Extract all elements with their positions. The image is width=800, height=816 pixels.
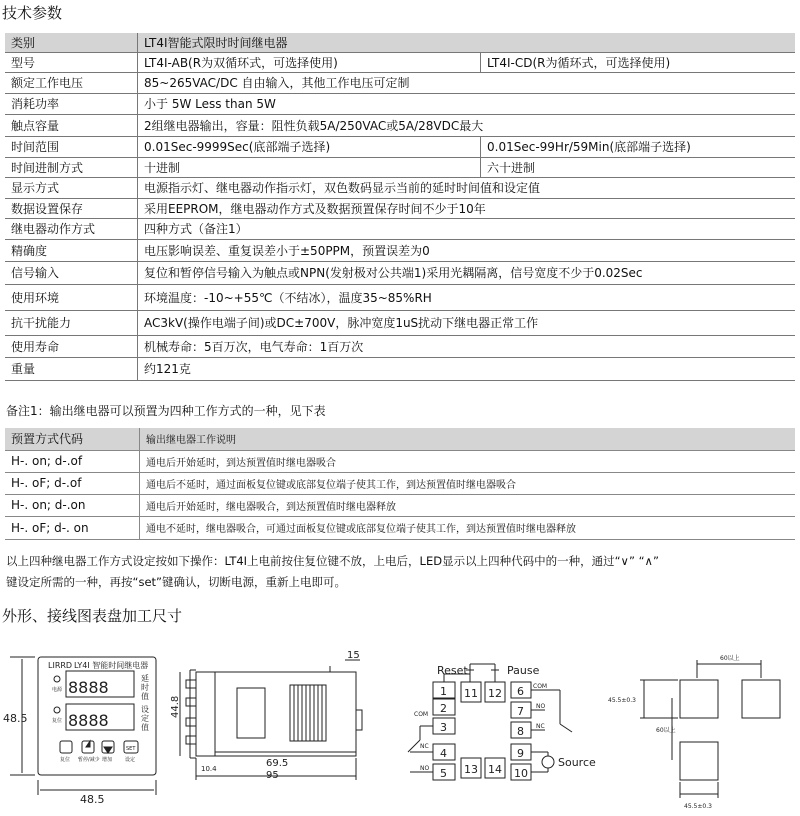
svg-text:8888: 8888 (68, 711, 109, 730)
front-dim-width: 48.5 (80, 793, 105, 806)
terminal-number: 4 (440, 747, 447, 760)
mode-desc: 通电后开始延时，到达预置值时继电器吸合 (140, 450, 796, 472)
spec-head-key: 类别 (5, 33, 138, 52)
spec-value: 机械寿命：5百万次，电气寿命：1百万次 (138, 335, 796, 357)
spec-key: 显示方式 (5, 177, 138, 198)
mode-table (5, 428, 795, 540)
wiring-no-label: NO (420, 765, 430, 772)
wiring-source-label: Source (558, 756, 596, 769)
spec-key: 使用寿命 (5, 335, 138, 357)
terminal-number: 2 (440, 702, 447, 715)
spec-value: 小于 5W Less than 5W (138, 93, 796, 114)
spec-key: 消耗功率 (5, 93, 138, 114)
instruction-line-2: 键设定所需的一种，再按“set”键确认，切断电源，重新上电即可。 (6, 575, 346, 589)
spec-value: 六十进制 (481, 157, 796, 177)
tech-title: 技术参数 (2, 4, 63, 22)
spec-key: 使用环境 (5, 284, 138, 310)
terminal-number: 7 (517, 705, 524, 718)
side-dim-total: 95 (266, 770, 279, 781)
spec-value: 采用EEPROM，继电器动作方式及数据预置保存时间不少于10年 (138, 198, 796, 218)
front-side-text: 时 (141, 683, 149, 692)
mode-code: H-. on; d-.on (5, 494, 140, 516)
mode-desc: 通电不延时，继电器吸合，可通过面板复位键或底部复位端子使其工作，到达预置值时继电器释放 (140, 516, 796, 539)
spec-value: 0.01Sec-9999Sec(底部端子选择) (138, 136, 481, 157)
spec-value: AC3kV(操作电端子间)或DC±700V，脉冲宽度1uS扰动下继电器正常工作 (138, 310, 796, 335)
spec-value: LT4I-CD(R为循环式，可选择使用) (481, 52, 796, 72)
mode-head-key: 预置方式代码 (5, 428, 140, 450)
cutout-tolerance-h: 45.5±0.3 (608, 697, 636, 704)
front-side-text: 定 (141, 714, 149, 723)
spec-value: 复位和暂停信号输入为触点或NPN(发射极对公共端1)采用光耦隔离，信号宽度不少于0.02Sec (138, 261, 796, 284)
spec-value: 电源指示灯、继电器动作指示灯，双色数码显示当前的延时时间值和设定值 (138, 177, 796, 198)
side-dim-top: 15 (347, 650, 360, 661)
terminal-number: 12 (488, 687, 502, 700)
front-side-text: 延 (141, 674, 149, 683)
front-model-name: LY4I 智能时间继电器 (74, 661, 149, 670)
front-key-label: 暂停/减少 (78, 757, 100, 763)
front-brand: LIRRD (48, 661, 73, 670)
terminal-number: 1 (440, 685, 447, 698)
mode-code: H-. on; d-.of (5, 450, 140, 472)
front-key-label: 复位 (60, 757, 71, 763)
spec-key: 时间范围 (5, 136, 138, 157)
dims-title: 外形、接线图表盘加工尺寸 (2, 607, 183, 625)
front-dim-height: 48.5 (3, 712, 28, 725)
wiring-com-label: COM (533, 683, 548, 690)
side-dim-front: 10.4 (201, 765, 217, 773)
wiring-reset-label: Reset (437, 664, 468, 677)
wiring-nc-label: NC (536, 723, 545, 730)
cutout-spacing-h: 60以上 (720, 655, 740, 662)
terminal-number: 5 (440, 767, 447, 780)
wiring-pause-label: Pause (507, 664, 540, 677)
terminal-number: 3 (440, 721, 447, 734)
spec-value: 环境温度：-10~+55℃（不结冰），温度35~85%RH (138, 284, 796, 310)
mode-desc: 通电后开始延时，继电器吸合，到达预置值时继电器释放 (140, 494, 796, 516)
spec-value: 2组继电器输出，容量：阻性负载5A/250VAC或5A/28VDC最大 (138, 114, 796, 136)
wiring-no-label: NO (536, 703, 546, 710)
spec-head-value: LT4I智能式限时时间继电器 (138, 33, 796, 52)
front-label-reset: 复位 (52, 718, 63, 724)
spec-value: 四种方式（备注1） (138, 218, 796, 239)
terminal-number: 10 (514, 767, 528, 780)
front-label-power: 电源 (52, 687, 63, 693)
spec-key: 型号 (5, 52, 138, 72)
terminal-number: 8 (517, 725, 524, 738)
wiring-nc-label: NC (420, 743, 429, 750)
wiring-com-label: COM (414, 711, 429, 718)
spec-value: LT4I-AB(R为双循环式，可选择使用) (138, 52, 481, 72)
drawings (0, 640, 800, 816)
spec-value: 十进制 (138, 157, 481, 177)
cutout-tolerance-w: 45.5±0.3 (684, 803, 712, 810)
terminal-number: 6 (517, 685, 524, 698)
terminal-number: 13 (464, 763, 478, 776)
remark: 备注1：输出继电器可以预置为四种工作方式的一种，见下表 (6, 404, 326, 418)
front-side-text: 设 (141, 705, 149, 714)
cutout-spacing-v: 60以上 (656, 727, 676, 734)
mode-code: H-. oF; d-.of (5, 472, 140, 494)
front-side-text: 值 (141, 692, 149, 701)
spec-value: 0.01Sec-99Hr/59Min(底部端子选择) (481, 136, 796, 157)
mode-desc: 通电后不延时，通过面板复位键或底部复位端子使其工作，到达预置值时继电器吸合 (140, 472, 796, 494)
terminal-number: 11 (464, 687, 478, 700)
front-set-key: SET (126, 746, 136, 752)
spec-table (5, 33, 795, 381)
spec-key: 继电器动作方式 (5, 218, 138, 239)
terminal-number: 14 (488, 763, 502, 776)
front-key-label: 增加 (102, 757, 113, 763)
mode-code: H-. oF; d-. on (5, 516, 140, 539)
spec-key: 重量 (5, 357, 138, 380)
front-side-text: 值 (141, 723, 149, 732)
spec-value: 85~265VAC/DC 自由输入，其他工作电压可定制 (138, 72, 796, 93)
spec-key: 抗干扰能力 (5, 310, 138, 335)
spec-key: 时间进制方式 (5, 157, 138, 177)
side-dim-body: 69.5 (266, 758, 289, 769)
side-dim-height: 44.8 (170, 695, 181, 718)
mode-head-value: 输出继电器工作说明 (140, 428, 796, 450)
instruction-line-1: 以上四种继电器工作方式设定按如下操作：LT4I上电前按住复位键不放，上电后，LED显示以上四种代码中的一种，通过“∨” “∧” (6, 554, 659, 568)
spec-key: 触点容量 (5, 114, 138, 136)
svg-text:8888: 8888 (68, 678, 109, 697)
spec-key: 数据设置保存 (5, 198, 138, 218)
spec-key: 精确度 (5, 239, 138, 261)
spec-key: 信号输入 (5, 261, 138, 284)
spec-value: 电压影响误差、重复误差小于±50PPM，预置误差为0 (138, 239, 796, 261)
spec-key: 额定工作电压 (5, 72, 138, 93)
terminal-number: 9 (517, 747, 524, 760)
spec-value: 约121克 (138, 357, 796, 380)
front-key-label: 设定 (125, 757, 136, 763)
